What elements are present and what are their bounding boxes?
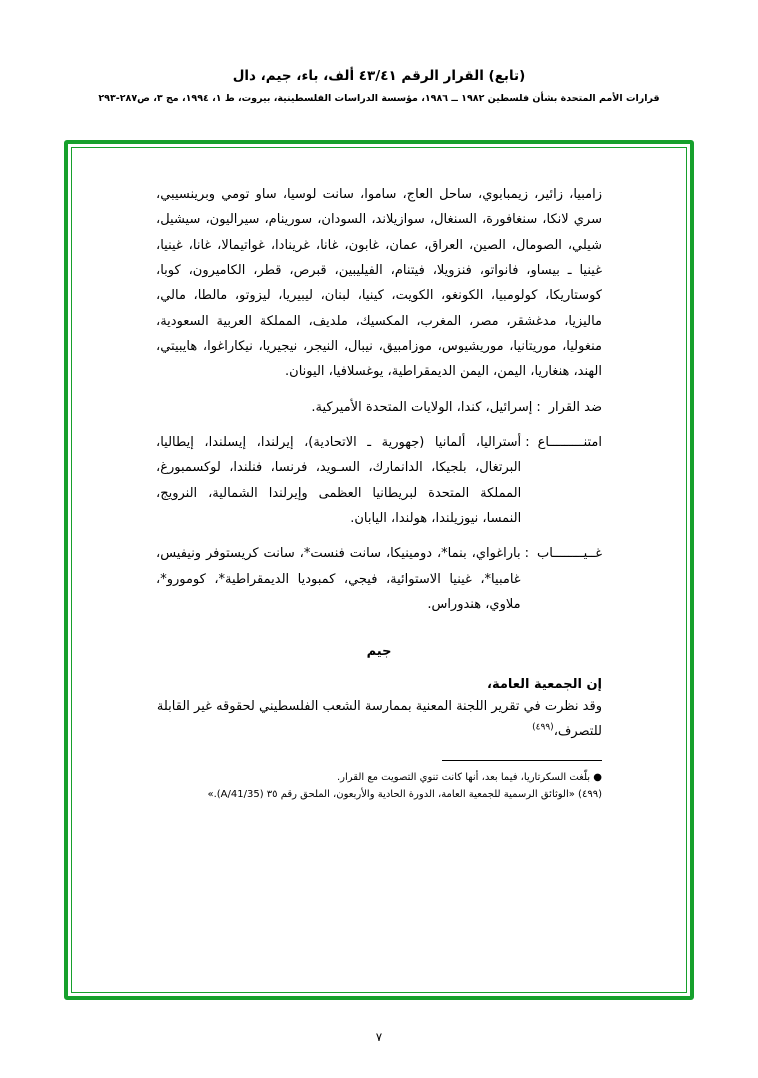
vote-label-against: ضد القرار (548, 399, 602, 415)
vote-row-abstained (156, 430, 602, 531)
vote-label-absent: غــيــــــــاب (536, 546, 602, 562)
vote-colon-against: : (536, 399, 541, 415)
vote-row-against (156, 395, 602, 420)
vote-colon-abstained: : (525, 435, 530, 451)
page-number: ٧ (375, 1030, 383, 1044)
document-source-line: قرارات الأمم المتحدة بشأن فلسطين ١٩٨٢ ــ ١٩٨٦، مؤسسة الدراسات الفلسطينية، بيروت، ط ١، ١٩٩٤، مج ٣، ص٢٨٧-٢٩٣ (98, 93, 660, 104)
country-list-continued: زامبيا، زائير، زيمبابوي، ساحل العاج، ساموا، سانت لوسيا، ساو تومي وبرينسيبي، سري لانكا، سنغافورة، السنغال، سوازيلاند، السودان، سورينام، سيراليون، سيشيل، شيلي، الصومال، الصين، العراق، عمان، غابون، غانا، غرينادا، غواتيمالا، غانا، غينيا، غينيا ـ بيساو، فانواتو، فنزويلا، فيتنام، الفيليبين، قبرص، قطر، الكاميرون، كوبا، كوستاريكا، كولومبيا، الكونغو، الكويت، كينيا، لبنان، ليبيريا، ليزوتو، مالطا، مالي، ماليزيا، مدغشقر، مصر، المغرب، المكسيك، ملديف، المملكة العربية السعودية، منغوليا، موريتانيا، موريشيوس، موزامبيق، نيبال، النيجر، نيجيريا، نيكاراغوا، هايبيتي، الهند، هنغاريا، اليمن، اليمن الديمقراطية، يوغسلافيا، اليونان. (156, 187, 602, 380)
green-border-frame (64, 140, 694, 1000)
vote-list-absent: باراغواي، بنما*، دومينيكا، سانت فنست*، سانت كريستوفر ونيفيس، غامبيا*، غينيا الاستوائية، فيجي، كمبوديا الديمقراطية*، كومورو*، ملاوي، هندوراس. (156, 546, 521, 613)
page-content (72, 148, 686, 813)
footnotes-block (156, 769, 602, 803)
vote-colon-absent: : (524, 546, 529, 562)
vote-row-absent (156, 541, 602, 617)
footnote-item: ● بلّغت السكرتاريا، فيما بعد، أنها كانت تنوي التصويت مع القرار. (336, 772, 602, 784)
footnote-item: (٤٩٩) «الوثائق الرسمية للجمعية العامة، الدورة الحادية والأربعون، الملحق رقم ٣٥ (A/41/35).» (207, 789, 602, 801)
vote-label-abstained: امتنـــــــــاع (537, 435, 602, 451)
section-paragraph-text: وقد نظرت في تقرير اللجنة المعنية بممارسة الشعب الفلسطيني لحقوقه غير القابلة للتصرف، (156, 698, 602, 739)
page-header (0, 0, 758, 104)
vote-list-abstained: أستراليا، ألمانيا (جهورية ـ الاتحادية)، إيرلندا، إيسلندا، إيطاليا، البرتغال، بلجيكا، الدانمارك، السـويد، فرنسا، فنلندا، لوكسمبورغ، المملكة المتحدة لبريطانيا العظمى وإيرلندا الشمالية، النرويج، النمسا، نيوزيلندا، هولندا، اليابان. (156, 435, 522, 527)
assembly-line: إن الجمعية العامة، (487, 676, 602, 692)
section-letter-heading: جيم (366, 643, 392, 659)
footnote-separator (442, 760, 602, 761)
frame-inner-border (71, 147, 687, 993)
footnote-reference: (٤٩٩) (532, 722, 554, 733)
document-title: (تابع) القرار الرقم ٤٣/٤١ ألف، باء، جيم، دال (232, 68, 526, 84)
section-paragraph (156, 694, 602, 745)
vote-list-against: إسرائيل، كندا، الولايات المتحدة الأميركية. (311, 399, 533, 415)
